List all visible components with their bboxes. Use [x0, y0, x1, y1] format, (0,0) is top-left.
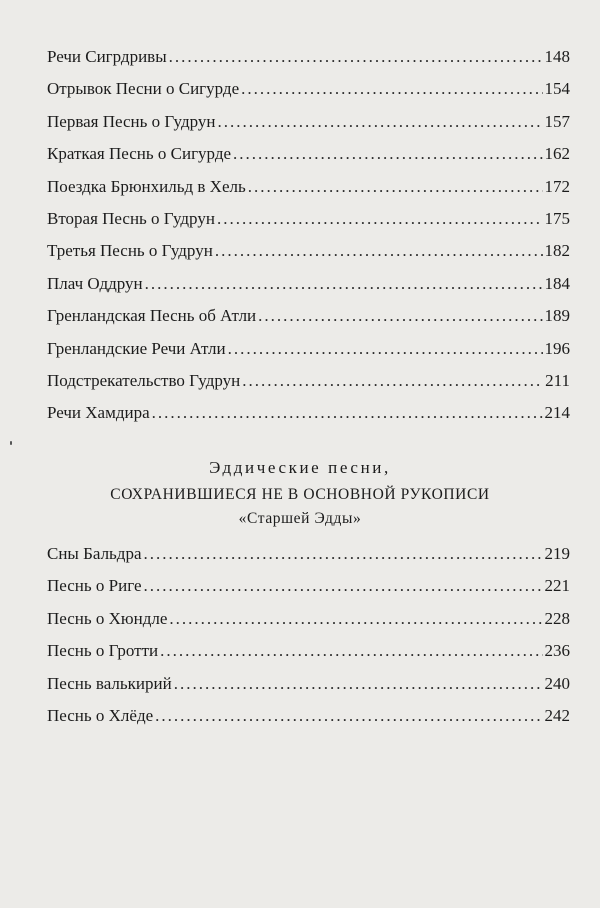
toc-leader-dots: [218, 113, 543, 130]
toc-entry-title: Сны Бальдра: [47, 544, 142, 563]
toc-entry-page: 219: [544, 544, 570, 563]
section-heading-source: «Старшей Эдды»: [238, 510, 362, 527]
toc-entry-page: 184: [544, 273, 570, 293]
toc-entry[interactable]: [47, 307, 570, 339]
toc-leader-dots: [174, 675, 543, 692]
section-heading-title: Эддические песни,: [209, 458, 391, 477]
toc-entry-page: 242: [544, 705, 570, 725]
toc-entry-title: Краткая Песнь о Сигурде: [47, 144, 232, 164]
toc-entry-page: 240: [544, 673, 570, 693]
toc-leader-dots: [215, 242, 543, 259]
toc-entry-title: Вторая Песнь о Гудрун: [47, 208, 215, 228]
toc-entry-title: Песнь о Хюндле: [47, 608, 168, 628]
toc-leader-dots: [242, 372, 543, 389]
toc-leader-dots: [145, 275, 543, 292]
toc-entry-title: Песнь валькирий: [47, 673, 172, 693]
toc-entry[interactable]: [47, 372, 570, 404]
toc-entry-page: 148: [544, 47, 570, 66]
section-heading: [0, 458, 600, 528]
toc-entry-page: 221: [544, 576, 570, 596]
toc-entry-title: Гренландская Песнь об Атли: [47, 306, 257, 326]
toc-entry-page: 162: [544, 144, 570, 164]
toc-entry[interactable]: [47, 340, 570, 372]
toc-entry-page: 236: [544, 641, 570, 661]
toc-entry-title: Песнь о Хлёде: [47, 705, 154, 725]
toc-leader-dots: [217, 210, 543, 227]
toc-entry-title: Третья Песнь о Гудрун: [47, 241, 213, 261]
section-heading-subtitle: СОХРАНИВШИЕСЯ НЕ В ОСНОВНОЙ РУКОПИСИ: [110, 486, 490, 503]
toc-entry[interactable]: [47, 642, 570, 674]
toc-entry[interactable]: [47, 675, 570, 707]
toc-leader-dots: [152, 404, 543, 421]
toc-entry-page: 189: [544, 306, 570, 326]
toc-entry[interactable]: [47, 707, 570, 739]
toc-entry-title: Песнь о Гротти: [47, 641, 159, 661]
toc-entry-title: Первая Песнь о Гудрун: [47, 111, 216, 131]
toc-entry-title: Подстрекательство Гудрун: [47, 370, 241, 390]
toc-leader-dots: [258, 307, 542, 324]
toc-leader-dots: [169, 48, 543, 65]
table-of-contents-part-2: [47, 545, 570, 739]
toc-entry-title: Поездка Брюнхильд в Хель: [47, 176, 246, 196]
toc-entry-page: 214: [544, 403, 570, 423]
toc-entry[interactable]: [47, 80, 570, 112]
toc-entry[interactable]: [47, 178, 570, 210]
toc-leader-dots: [248, 178, 543, 195]
toc-leader-dots: [144, 577, 543, 594]
toc-leader-dots: [233, 145, 542, 162]
toc-entry[interactable]: [47, 242, 570, 274]
table-of-contents-part-1: [47, 48, 570, 437]
toc-entry-page: 154: [544, 79, 570, 99]
toc-entry-page: 211: [545, 370, 570, 390]
toc-entry[interactable]: [47, 275, 570, 307]
toc-entry-page: 228: [544, 608, 570, 628]
toc-entry[interactable]: [47, 145, 570, 177]
toc-entry[interactable]: [47, 610, 570, 642]
toc-entry-title: Плач Оддрун: [47, 273, 143, 293]
toc-entry-page: 172: [544, 176, 570, 196]
toc-entry[interactable]: [47, 48, 570, 80]
toc-entry-page: 182: [544, 241, 570, 261]
toc-entry[interactable]: [47, 210, 570, 242]
toc-entry[interactable]: [47, 404, 570, 436]
toc-leader-dots: [228, 340, 543, 357]
toc-leader-dots: [160, 642, 542, 659]
toc-leader-dots: [241, 80, 542, 97]
toc-entry-page: 196: [544, 338, 570, 358]
toc-entry[interactable]: [47, 113, 570, 145]
toc-leader-dots: [144, 545, 543, 562]
toc-entry[interactable]: [47, 545, 570, 577]
toc-entry-title: Песнь о Риге: [47, 576, 142, 596]
toc-entry-title: Речи Сигрдривы: [47, 47, 167, 66]
toc-entry-title: Гренландские Речи Атли: [47, 338, 226, 358]
toc-entry-page: 157: [544, 111, 570, 131]
toc-entry-page: 175: [544, 208, 570, 228]
margin-mark: [10, 441, 12, 445]
toc-entry[interactable]: [47, 577, 570, 609]
toc-leader-dots: [169, 610, 542, 627]
toc-leader-dots: [155, 707, 542, 724]
toc-entry-title: Речи Хамдира: [47, 403, 150, 423]
toc-entry-title: Отрывок Песни о Сигурде: [47, 79, 240, 99]
